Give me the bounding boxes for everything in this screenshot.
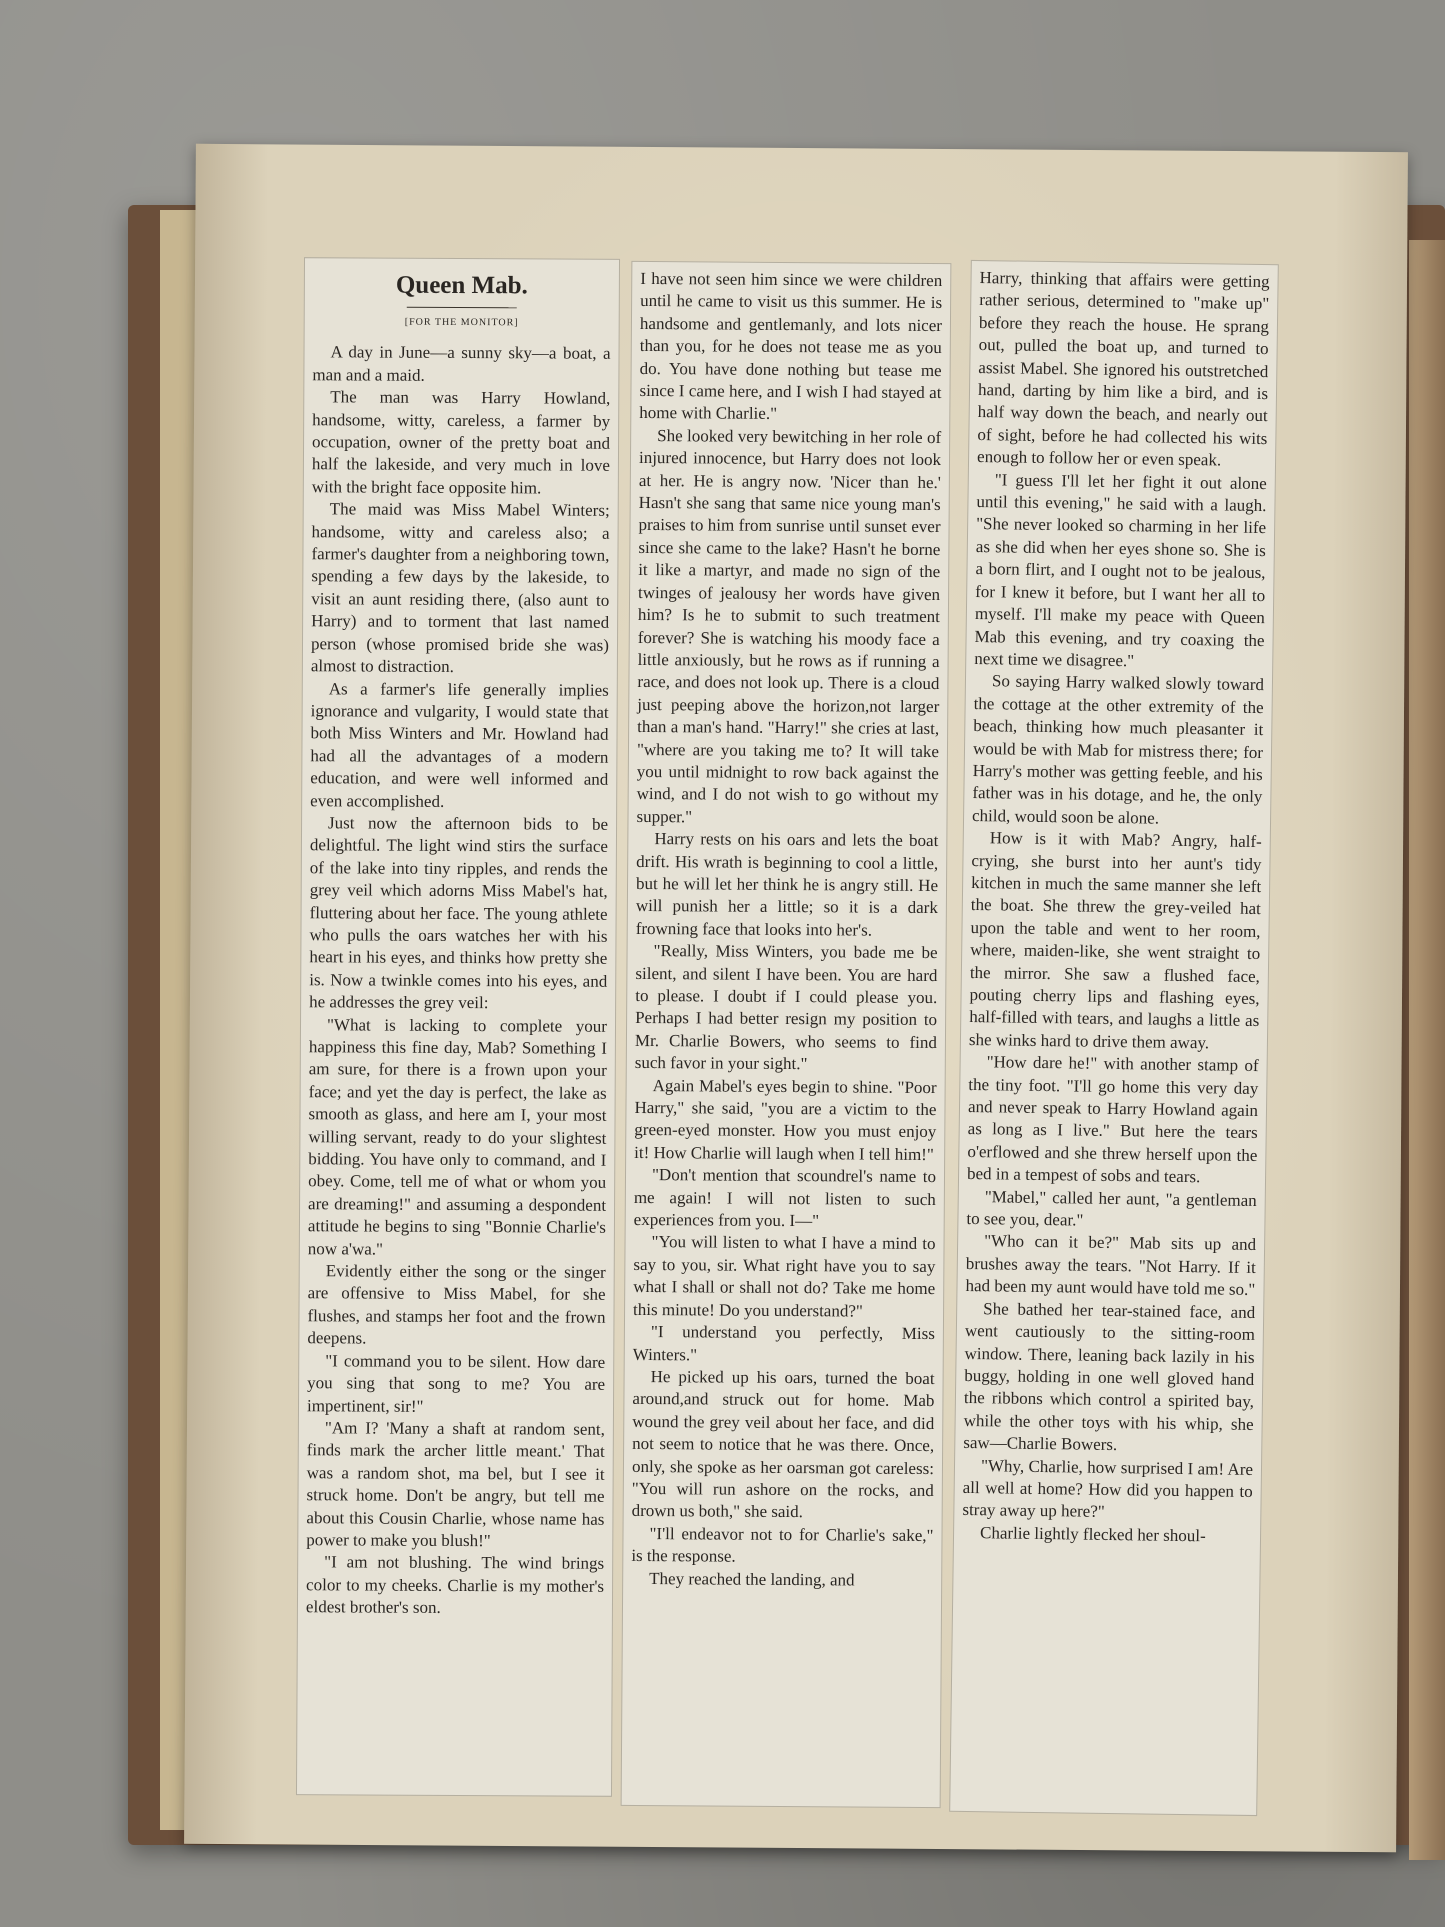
paragraph: The man was Harry Howland, handsome, witty, careless, a farmer by occupation, owner of the pretty boat and half the lakeside, and very much in love with the bright face opposite him. (311, 387, 611, 498)
paragraph: Harry rests on his oars and lets the boat drift. His wrath is beginning to cool a little, but he will let her think he is angry still. He will punish her a little; so it is a dark frowning face that looks into her's. (635, 829, 939, 940)
paragraph: The maid was Miss Mabel Winters; handsome, witty and careless also; a farmer's daughter from a neighboring town, spending a few days by the lakeside, to visit an aunt residing there, (also aunt to Harry) and to torment that last named person (whose promised bride she was) almost to distraction. (310, 499, 610, 677)
paragraph: "You will listen to what I have a mind to say to you, sir. What right have you to say what I shall or shall not do? Take me home this minute! Do you understand?" (633, 1232, 936, 1321)
paragraph: "Really, Miss Winters, you bade me be silent, and silent I have been. You are hard to please. I doubt if I could please you. Perhaps I had better resign my position to Mr. Charlie Bowers, who seems to find such favor in your sight." (634, 941, 938, 1074)
paragraph: "Am I? 'Many a shaft at random sent, finds mark the archer little meant.' That was a random shot, ma bel, but I see it struck home. Don't be angry, but tell me about this Cousin Charlie, whose name has power to make you blush!" (306, 1418, 605, 1551)
paragraph: "How dare he!" with another stamp of the tiny foot. "I'll go home this very day and never speak to Harry Howland again as long as I live." But here the tears o'erflowed and she threw herself upon the bed in a tempest of sobs and tears. (966, 1052, 1259, 1187)
paragraph: They reached the landing, and (649, 1568, 855, 1590)
paragraph: Harry, thinking that affairs were getting rather serious, determined to "make up" before they reach the house. He sprang out, pulled the boat up, and turned to assist Mabel. She ignored his outstretched hand, darting by him like a bird, and is half way down the beach, and nearly out of sight, before he had collected his wits enough to follow her or even speak. (976, 268, 1270, 470)
paragraph: "What is lacking to complete your happiness this fine day, Mab? Something I am sure, for there is a frown upon your face; and yet the day is perfect, the lake as smooth as glass, and here am I, your most willing servant, ready to do your slightest bidding. You have only to command, and I obey. Come, tell me of what or whom you are dreaming!" and assuming a despondent attitude he begins to sing "Bonnie Charlie's now a'wa." (307, 1014, 608, 1259)
paragraph: A day in June—a sunny sky—a boat, a man and a maid. (312, 342, 611, 385)
paragraph: "I am not blushing. The wind brings color to my cheeks. Charlie is my mother's eldest brother's son. (305, 1552, 605, 1618)
paragraph: Again Mabel's eyes begin to shine. "Poor Harry," she said, "you are a victim to the green-eyed monster. How you must enjoy it! How Charlie will laugh when I tell him!" (634, 1075, 937, 1164)
paragraph: Just now the afternoon bids to be delightful. The light wind stirs the surface of the lake into tiny ripples, and rends the grey veil which adorns Miss Mabel's hat, fluttering about her face. The young athlete who pulls the oars watches her with his heart in his eyes, and thinks how pretty she is. Now a twinkle comes into his eyes, and he addresses the grey veil: (309, 813, 609, 1013)
paragraph: She bathed her tear-stained face, and went cautiously to the sitting-room window. There, leaning back lazily in his buggy, holding in one well gloved hand the ribbons which control a spirited bay, while the other toys with his whip, she saw—Charlie Bowers. (963, 1298, 1256, 1455)
paragraph: How is it with Mab? Angry, half-crying, she burst into her aunt's tidy kitchen in much the same manner she left the boat. She threw the grey-veiled hat upon the table and went to her room, where, maiden-like, she went straight to the mirror. She saw a flushed face, pouting cherry lips and flashing eyes, half-filled with tears, and laughs a little as she winks hard to drive them away. (968, 828, 1262, 1053)
paragraph: She looked very bewitching in her role of injured innocence, but Harry does not look at her. He is angry now. 'Nicer than he.' Hasn't she sang that same nice young man's praises to him from sunrise until sunset ever since she came to the lake? Hasn't he borne it like a martyr, and made no sign of the twinges of jealousy her words have given him? Is he to submit to such treatment forever? She is watching his moody face a little anxiously, but he rows as if running a race, and does not look up. There is a cloud just peeping above the horizon,not larger than a man's hand. "Harry!" she cries at last, "where are you taking me to? It will take you until midnight to row back against the wind, and I do not wish to go without my supper." (636, 425, 942, 827)
paragraph: "I command you to be silent. How dare you sing that song to me? You are impertinent, sir!" (306, 1350, 606, 1416)
title-rule (407, 307, 517, 309)
article-title: Queen Mab. (395, 271, 528, 300)
facing-page-edge (1409, 240, 1445, 1860)
paragraph: I have not seen him since we were children until he came to visit us this summer. He is handsome and gentlemanly, and lots nicer than you, for he does not tease me as you do. You have done nothing but tease me since I came here, and I wish I had stayed at home with Charlie." (639, 268, 943, 424)
paragraph: "I understand you perfectly, Miss Winters." (632, 1322, 935, 1364)
clipping-column-3 (949, 260, 1279, 1816)
paragraph: "Mabel," called her aunt, "a gentleman to see you, dear." (966, 1186, 1257, 1230)
paragraph: So saying Harry walked slowly toward the cottage at the other extremity of the beach, thinking how much pleasanter it would be with Mab for mistress there; for Harry's mother was getting feeble, and his father was in his dotage, and he, the only child, would soon be alone. (971, 671, 1265, 828)
paragraph: As a farmer's life generally implies ignorance and vulgarity, I would state that both Miss Winters and Mr. Howland had had all the advantages of a modern education, and were well informed and even accomplished. (310, 678, 609, 811)
paragraph: "Who can it be?" Mab sits up and brushes away the tears. "Not Harry. If it had been my aunt would have told me so." (965, 1231, 1257, 1300)
clipping-column-1 (296, 257, 620, 1797)
paragraph: "I'll endeavor not to for Charlie's sake," is the response. (631, 1523, 934, 1566)
paragraph: Charlie lightly flecked her shoul- (979, 1522, 1206, 1546)
paragraph: Evidently either the song or the singer are offensive to Miss Mabel, for she flushes, and stamps her foot and the frown deepens. (307, 1261, 606, 1348)
paragraph: He picked up his oars, turned the boat around,and struck out for home. Mab wound the grey veil about her face, and did not seem to notice that he was there. Once, only, she spoke as her oarsman got careless: "You will run ashore on the rocks, and drown us both," she said. (631, 1366, 935, 1522)
paragraph: "Don't mention that scoundrel's name to me again! I will not listen to such experiences from you. I—" (633, 1165, 937, 1231)
clipping-column-2 (621, 261, 952, 1808)
article-byline: [FOR THE MONITOR] (404, 316, 519, 329)
paragraph: "I guess I'll let her fight it out alone until this evening," he said with a laugh. "She never looked so charming in her life as she did when her eyes shone so. She is a born flirt, and I ought not to be jealous, for I knew it before, but I want her all to myself. I'll make my peace with Queen Mab this evening, and try coaxing the next time we disagree." (974, 469, 1267, 671)
paragraph: "Why, Charlie, how surprised I am! Are all well at home? How did you happen to stray away up here?" (962, 1455, 1254, 1522)
